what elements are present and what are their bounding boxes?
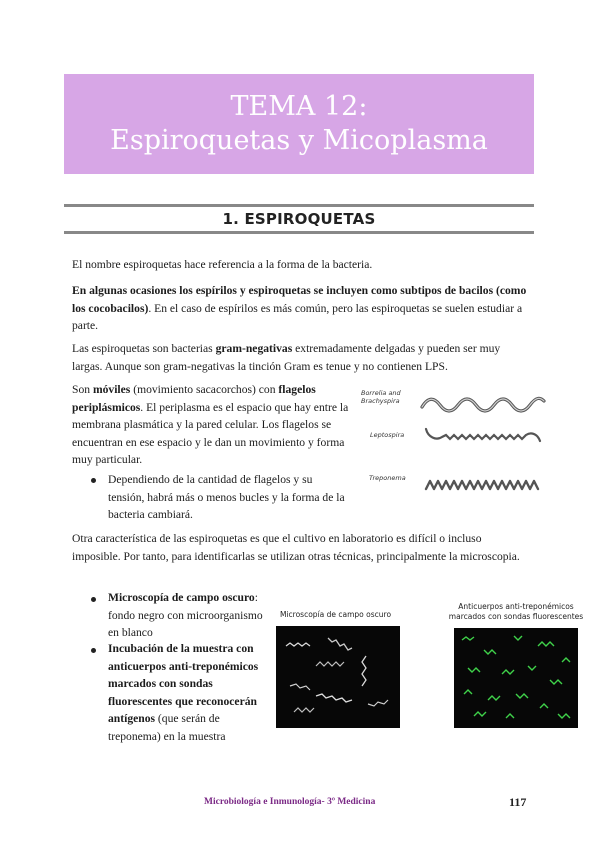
paragraph-culture [72, 530, 532, 565]
list-item-antibodies-bold: Incubación de la muestra con anticuerpos anti-treponémicos marcados con sondas fluorescentes que reconocerán antígenos [108, 642, 259, 725]
darkfield-organisms [276, 626, 400, 728]
paragraph-gram-text-b: extremadamente delgadas y pueden ser muy largas. Aunque son gram-negativas la tinción Gram es tenue y no contienen LPS. [72, 342, 501, 373]
paragraph-intro-text: El nombre espiroquetas hace referencia a la forma de la bacteria. [72, 258, 373, 271]
page-number: 117 [509, 795, 527, 809]
title-line-1: TEMA 12: [230, 91, 368, 122]
spirochete-drawings [356, 385, 548, 507]
list-item-dark-field [108, 589, 273, 642]
fluorescent-organisms [454, 628, 578, 728]
figure-label-treponema: Treponema [369, 474, 406, 482]
paragraph-gram-text-a: Las espiroquetas son bacterias [72, 342, 216, 355]
list-item-dark-field-bold: Microscopía de campo oscuro [108, 591, 255, 604]
title-banner [64, 74, 534, 174]
spirochete-shapes-figure [356, 385, 548, 507]
figure-label-leptospira: Leptospira [370, 431, 405, 439]
paragraph-subtypes-bold: En algunas ocasiones los espírilos y espiroquetas se incluyen como subtipos de bacilos (como los cocobacilos) [72, 284, 527, 315]
section-title: 1. ESPIROQUETAS [222, 210, 376, 228]
page-footer [0, 797, 600, 813]
paragraph-gram [72, 340, 532, 375]
list-item-dark-field-text: : fondo negro con microorganismo en blanco [108, 591, 263, 639]
footer-text: Microbiología e Inmunología- 3º Medicina [204, 797, 376, 807]
paragraph-motility-bold-1: móviles [92, 383, 131, 396]
paragraph-motility-bold-2: flagelos periplásmicos [72, 383, 316, 414]
section-header [64, 204, 534, 234]
photo-darkfield [276, 626, 400, 728]
photo-fluorescence [454, 628, 578, 728]
photo-darkfield-caption: Microscopía de campo oscuro [280, 610, 392, 619]
list-item-antibodies [108, 640, 273, 745]
leptospira-drawing [426, 429, 540, 441]
paragraph-subtypes [72, 282, 532, 335]
photo-fluorescence-caption: Anticuerpos anti-treponémicos marcados con sondas fluorescentes [448, 602, 584, 621]
paragraph-motility-text-a: Son [72, 383, 93, 396]
paragraph-gram-bold: gram-negativas [215, 342, 293, 355]
treponema-drawing [426, 481, 538, 489]
paragraph-motility [72, 381, 352, 469]
list-dot-2 [91, 648, 96, 653]
bullet-flagella: Dependiendo de la cantidad de flagelos y su tensión, habrá más o menos bucles y la forma de la bacteria cambiará. [108, 473, 345, 521]
section-rule-bottom [64, 231, 534, 234]
paragraph-intro [72, 256, 532, 274]
figure-label-borrelia: Borrelia and Brachyspira [361, 389, 401, 405]
paragraph-culture-text: Otra característica de las espiroquetas es que el cultivo en laboratorio es difícil o incluso imposible. Por tanto, para identificarlas se utilizan otras técnicas, principalmente la microscopia. [72, 532, 520, 563]
paragraph-motility-text-c: . El periplasma es el espacio que hay entre la membrana plasmática y la pared celular. Los flagelos se encuentran en ese espacio y le dan un movimiento y forma muy particular. [72, 400, 349, 466]
list-dot-1 [91, 597, 96, 602]
paragraph-motility-text-b: (movimiento sacacorchos) con [130, 383, 279, 396]
bullet-dot [91, 478, 96, 483]
title-line-2: Espiroquetas y Micoplasma [110, 125, 488, 156]
list-item-antibodies-text: (que serán de treponema) en la muestra [108, 712, 226, 743]
paragraph-subtypes-text: . En el caso de espírilos es más común, pero las espiroquetas se suelen estudiar a parte. [72, 301, 523, 332]
